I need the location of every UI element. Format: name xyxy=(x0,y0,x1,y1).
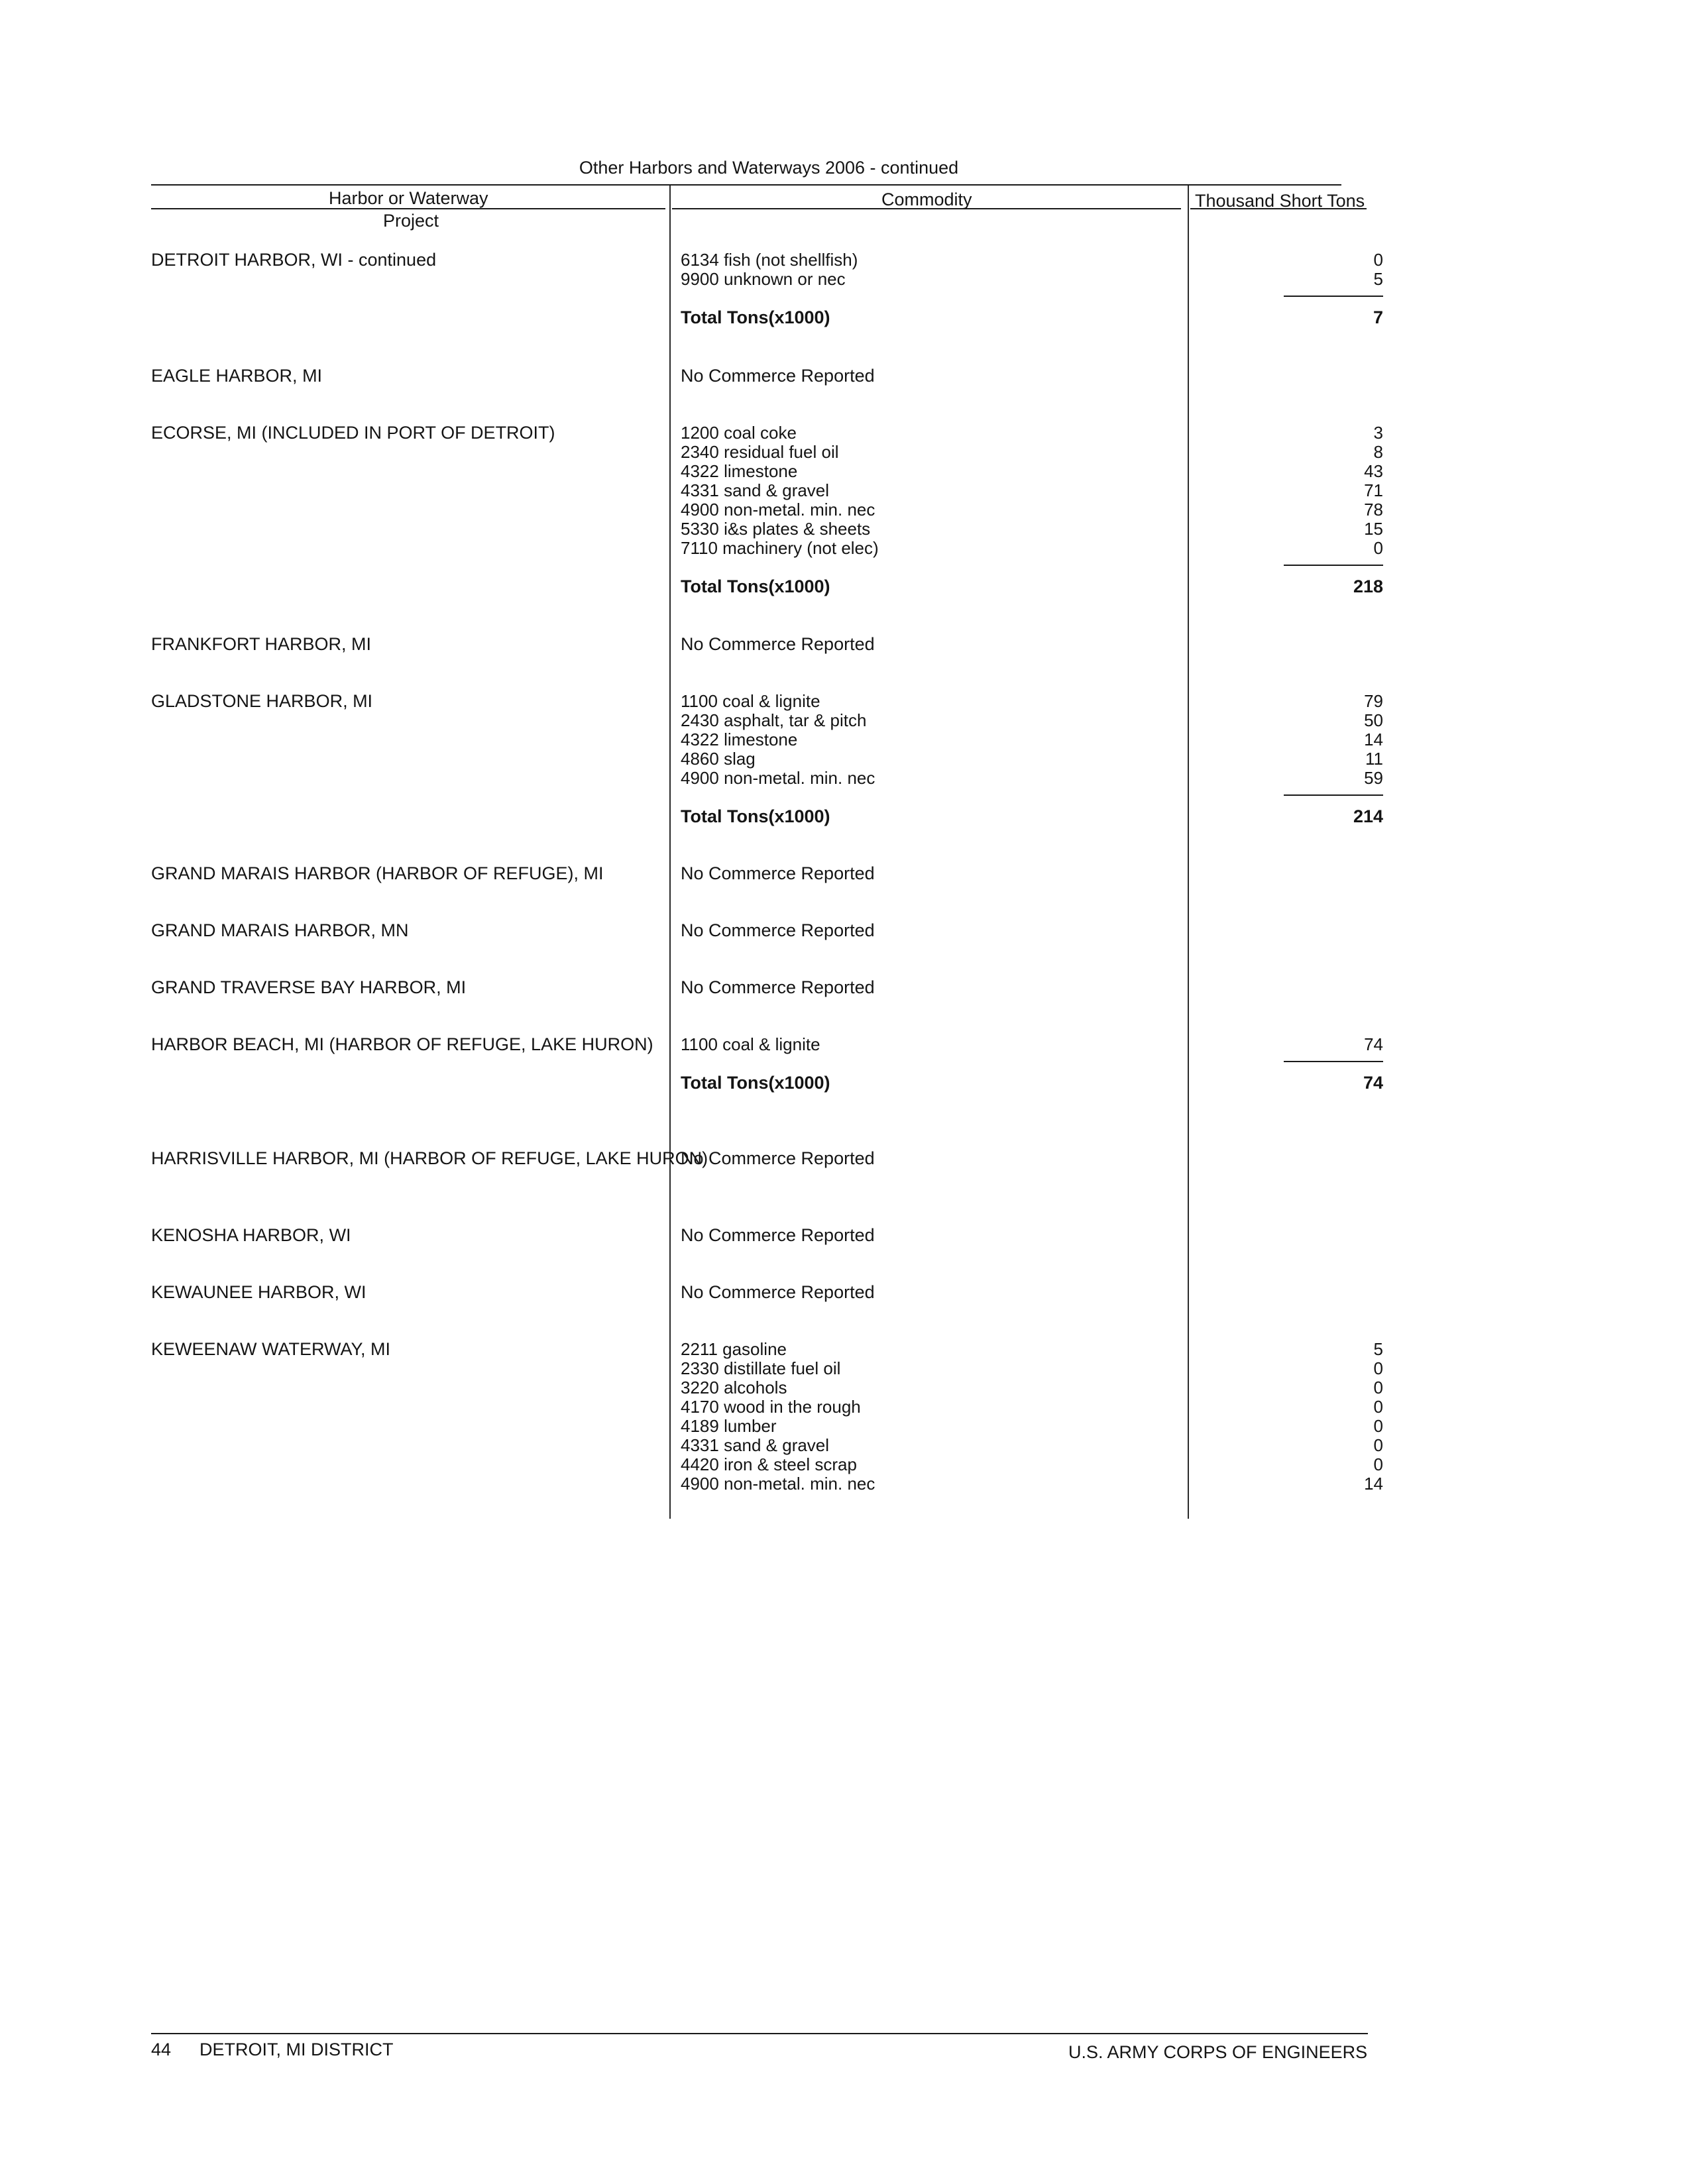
commodity-list xyxy=(681,692,1383,826)
commodity-row xyxy=(681,730,1383,749)
no-commerce-text: No Commerce Reported xyxy=(681,1282,875,1302)
commodity-tons: 71 xyxy=(1364,480,1383,500)
commodity-tons: 74 xyxy=(1364,1034,1383,1054)
harbor-name: EAGLE HARBOR, MI xyxy=(151,366,323,386)
harbor-name: KEWEENAW WATERWAY, MI xyxy=(151,1339,391,1359)
no-commerce-text: No Commerce Reported xyxy=(681,634,875,654)
commodity-row xyxy=(681,692,1383,711)
commodity-tons: 3 xyxy=(1373,423,1383,443)
harbor-name: ECORSE, MI (INCLUDED IN PORT OF DETROIT) xyxy=(151,423,555,443)
commodity-list xyxy=(681,250,1383,327)
commodity-tons: 0 xyxy=(1373,1416,1383,1436)
harbor-name: GRAND MARAIS HARBOR (HARBOR OF REFUGE), MI xyxy=(151,863,604,883)
commodity-row xyxy=(681,423,1383,443)
commodity-name: 4322 limestone xyxy=(681,730,798,749)
commodity-name: 7110 machinery (not elec) xyxy=(681,538,879,558)
commodity-row xyxy=(681,481,1383,500)
commodity-list xyxy=(681,1149,1383,1168)
commodity-row xyxy=(681,1455,1383,1474)
commodity-tons: 0 xyxy=(1373,1454,1383,1474)
total-rule xyxy=(1284,794,1383,796)
total-value: 74 xyxy=(1363,1073,1383,1093)
commodity-tons: 79 xyxy=(1364,691,1383,711)
harbor-name: GRAND TRAVERSE BAY HARBOR, MI xyxy=(151,977,467,997)
commodity-tons: 14 xyxy=(1364,730,1383,749)
commodity-row xyxy=(681,462,1383,481)
commodity-row xyxy=(681,1035,1383,1054)
commodity-tons: 0 xyxy=(1373,1358,1383,1378)
commodity-list xyxy=(681,635,1383,654)
total-value: 214 xyxy=(1353,806,1383,826)
commodity-row xyxy=(681,711,1383,730)
commodity-list xyxy=(681,366,1383,386)
commodity-tons: 15 xyxy=(1364,519,1383,539)
commodity-list xyxy=(681,1283,1383,1302)
commodity-tons: 5 xyxy=(1373,1339,1383,1359)
harbor-name: GRAND MARAIS HARBOR, MN xyxy=(151,920,409,940)
commodity-row xyxy=(681,443,1383,462)
commodity-name: 4331 sand & gravel xyxy=(681,1435,830,1455)
commodity-name: 4189 lumber xyxy=(681,1416,777,1436)
commodity-name: 4900 non-metal. min. nec xyxy=(681,500,875,519)
commodity-list xyxy=(681,1035,1383,1093)
commodity-row xyxy=(681,1378,1383,1397)
commodity-row xyxy=(681,769,1383,788)
commodity-row xyxy=(681,1436,1383,1455)
commodity-name: 1200 coal coke xyxy=(681,423,797,443)
commodity-tons: 59 xyxy=(1364,768,1383,788)
commodity-tons: 0 xyxy=(1373,1435,1383,1455)
commodity-tons: 50 xyxy=(1364,710,1383,730)
commodity-row xyxy=(681,1397,1383,1417)
harbor-name: KENOSHA HARBOR, WI xyxy=(151,1225,351,1245)
commodity-name: 4331 sand & gravel xyxy=(681,480,830,500)
commodity-name: 9900 unknown or nec xyxy=(681,269,846,289)
commodity-column-header: Commodity xyxy=(881,190,972,209)
commodity-row xyxy=(681,749,1383,769)
total-rule xyxy=(1284,296,1383,297)
commodity-tons: 0 xyxy=(1373,538,1383,558)
commodity-row xyxy=(681,500,1383,519)
commodity-list xyxy=(681,1226,1383,1245)
no-commerce-text: No Commerce Reported xyxy=(681,977,875,997)
commodity-row xyxy=(681,270,1383,289)
commodity-list xyxy=(681,921,1383,940)
commodity-list xyxy=(681,864,1383,883)
commodity-tons: 11 xyxy=(1365,749,1383,769)
harbor-column-header: Harbor or Waterway xyxy=(329,188,488,208)
commodity-name: 4900 non-metal. min. nec xyxy=(681,1474,875,1494)
total-row xyxy=(681,307,1383,327)
commodity-list xyxy=(681,978,1383,997)
total-value: 7 xyxy=(1373,307,1383,327)
commodity-row xyxy=(681,539,1383,558)
commodity-row xyxy=(681,519,1383,539)
commodity-row xyxy=(681,1359,1383,1378)
harbor-name: DETROIT HARBOR, WI - continued xyxy=(151,250,437,270)
total-label: Total Tons(x1000) xyxy=(681,576,830,596)
commodity-tons: 0 xyxy=(1373,250,1383,270)
page-number: 44 xyxy=(151,2040,172,2059)
harbor-name: KEWAUNEE HARBOR, WI xyxy=(151,1282,366,1302)
commodity-tons: 14 xyxy=(1364,1474,1383,1494)
total-label: Total Tons(x1000) xyxy=(681,307,830,327)
commodity-name: 4860 slag xyxy=(681,749,756,769)
commodity-tons: 0 xyxy=(1373,1378,1383,1397)
harbor-name: GLADSTONE HARBOR, MI xyxy=(151,691,373,711)
total-label: Total Tons(x1000) xyxy=(681,1073,830,1093)
no-commerce-text: No Commerce Reported xyxy=(681,863,875,883)
commodity-list xyxy=(681,1340,1383,1494)
total-rule xyxy=(1284,1061,1383,1062)
project-column-header: Project xyxy=(383,211,439,231)
total-row xyxy=(681,806,1383,826)
harbor-name: HARBOR BEACH, MI (HARBOR OF REFUGE, LAKE HURON) xyxy=(151,1034,653,1054)
commodity-name: 2340 residual fuel oil xyxy=(681,442,839,462)
footer-district: DETROIT, MI DISTRICT xyxy=(199,2040,394,2059)
commodity-name: 4420 iron & steel scrap xyxy=(681,1454,857,1474)
page-title: Other Harbors and Waterways 2006 - continued xyxy=(579,158,959,178)
commodity-name: 2330 distillate fuel oil xyxy=(681,1358,841,1378)
no-commerce-text: No Commerce Reported xyxy=(681,920,875,940)
commodity-name: 1100 coal & lignite xyxy=(681,691,820,711)
tons-column-header: Thousand Short Tons xyxy=(1195,191,1365,211)
commodity-name: 4170 wood in the rough xyxy=(681,1397,861,1417)
commodity-row xyxy=(681,1474,1383,1494)
commodity-name: 2211 gasoline xyxy=(681,1339,787,1359)
no-commerce-text: No Commerce Reported xyxy=(681,1148,875,1168)
commodity-tons: 8 xyxy=(1373,442,1383,462)
footer-agency: U.S. ARMY CORPS OF ENGINEERS xyxy=(1068,2042,1368,2062)
total-label: Total Tons(x1000) xyxy=(681,806,830,826)
no-commerce-text: No Commerce Reported xyxy=(681,366,875,386)
commodity-name: 2430 asphalt, tar & pitch xyxy=(681,710,867,730)
total-rule xyxy=(1284,565,1383,566)
commodity-name: 3220 alcohols xyxy=(681,1378,787,1397)
commodity-tons: 43 xyxy=(1364,461,1383,481)
commodity-tons: 78 xyxy=(1364,500,1383,519)
total-row xyxy=(681,1073,1383,1093)
commodity-row xyxy=(681,1417,1383,1436)
commodity-name: 1100 coal & lignite xyxy=(681,1034,820,1054)
commodity-row xyxy=(681,250,1383,270)
harbor-name: HARRISVILLE HARBOR, MI (HARBOR OF REFUGE, LAKE HURON) xyxy=(151,1148,708,1168)
commodity-tons: 5 xyxy=(1373,269,1383,289)
commodity-name: 6134 fish (not shellfish) xyxy=(681,250,858,270)
footer-rule xyxy=(151,2033,1368,2034)
commodity-list xyxy=(681,423,1383,596)
commodity-tons: 0 xyxy=(1373,1397,1383,1417)
commodity-name: 4900 non-metal. min. nec xyxy=(681,768,875,788)
commodity-row xyxy=(681,1340,1383,1359)
total-row xyxy=(681,576,1383,596)
total-value: 218 xyxy=(1353,576,1383,596)
commodity-name: 4322 limestone xyxy=(681,461,798,481)
commodity-name: 5330 i&s plates & sheets xyxy=(681,519,871,539)
no-commerce-text: No Commerce Reported xyxy=(681,1225,875,1245)
harbor-name: FRANKFORT HARBOR, MI xyxy=(151,634,372,654)
